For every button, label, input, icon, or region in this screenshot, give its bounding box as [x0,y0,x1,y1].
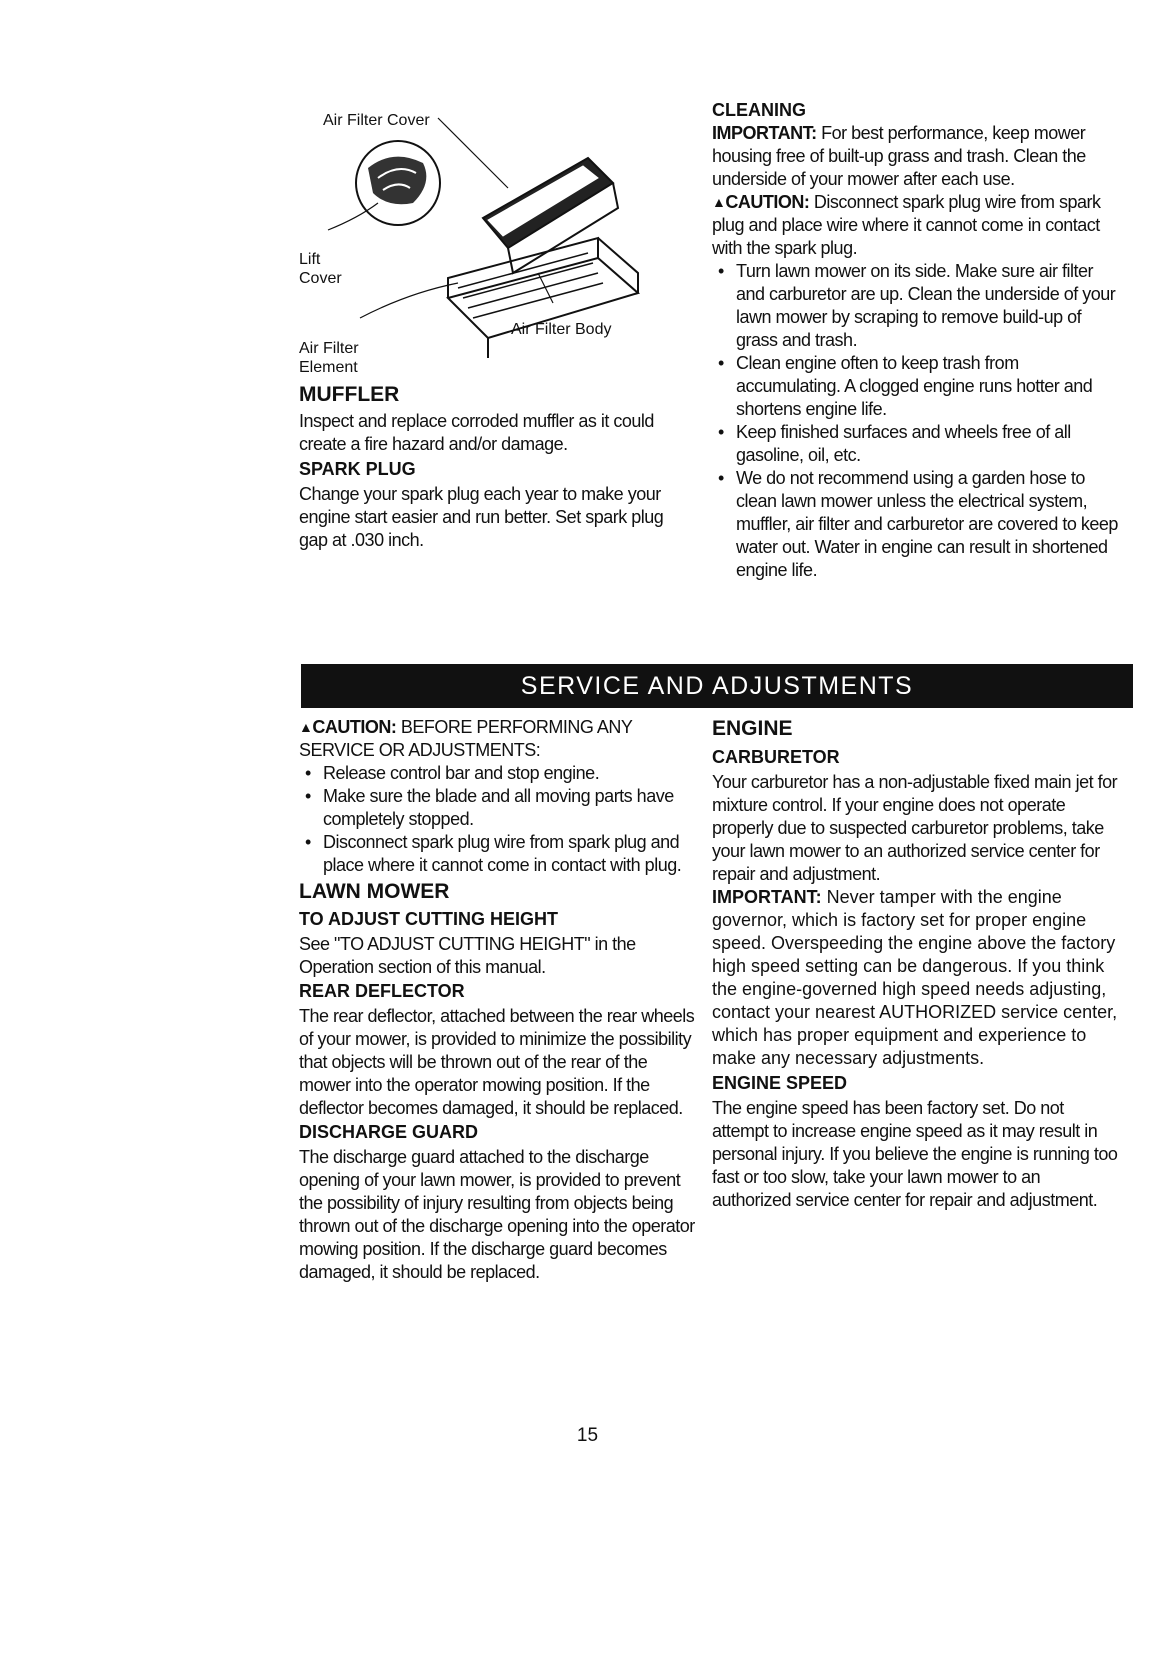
label-air-filter-body-text: Air Filter Body [511,321,612,338]
list-item: • Make sure the blade and all moving parts have completely stopped. [299,785,699,831]
engine-important-label: IMPORTANT: [712,887,822,907]
list-item: • Turn lawn mower on its side. Make sure air filter and carburetor are up. Clean the underside of your lawn mower by scraping to remove build-up of grass and trash. [712,260,1122,352]
label-air-filter-element [299,320,359,377]
label-air-filter-cover [323,111,430,130]
engine-heading: ENGINE [712,717,793,740]
engine-speed-heading: ENGINE SPEED [712,1073,848,1093]
label-lift-cover [299,231,342,288]
list-item: • Clean engine often to keep trash from accumulating. A clogged engine runs hotter and shortens engine life. [712,352,1122,421]
engine-speed-text: The engine speed has been factory set. Do not attempt to increase engine speed as it may result in personal injury. If you believe the engine is running too fast or too slow, take your lawn mower to an authorized service center for repair and adjustment. [712,1098,1118,1210]
service-bullet-list [299,762,699,877]
label-air-filter-body [511,320,611,339]
list-item: • Keep finished surfaces and wheels free of all gasoline, oil, etc. [712,421,1122,467]
service-caution-text: BEFORE PERFORMING ANY SERVICE OR ADJUSTMENTS: [299,717,633,760]
top-left-column [299,382,679,552]
service-caution [299,716,699,762]
bottom-right-column [712,716,1122,1212]
engine-important-text: Never tamper with the engine governor, which is factory set for proper engine speed. Overspeeding the engine above the factory high speed setting can be dangerous. If you think the engine-governed high speed needs adjusting, contact your nearest AUTHORIZED service center, which has proper equipment and experience to make any necessary adjustments. [712,887,1118,1068]
spark-plug-heading: SPARK PLUG [299,459,416,479]
page-number: 15 [576,1425,599,1446]
list-item: • Release control bar and stop engine. [299,762,699,785]
caution-triangle-icon: ▲ [299,719,313,735]
list-item: • We do not recommend using a garden hose to clean lawn mower unless the electrical system, muffler, air filter and carburetor are covered to keep water out. Water in engine can result in shortened engine life. [712,467,1122,582]
label-air-filter-element-text: Air Filter Element [299,340,359,376]
cutting-height-text: See "TO ADJUST CUTTING HEIGHT" in the Operation section of this manual. [299,934,636,977]
carburetor-heading: CARBURETOR [712,747,840,767]
engine-important [712,886,1122,1070]
cutting-height-heading: TO ADJUST CUTTING HEIGHT [299,909,559,929]
label-lift-cover-text: Lift Cover [299,251,342,287]
cleaning-important-label: IMPORTANT: [712,123,817,143]
label-air-filter-cover-text: Air Filter Cover [323,112,430,129]
muffler-heading: MUFFLER [299,383,400,406]
cleaning-caution-text: Disconnect spark plug wire from spark plug and place wire where it cannot come in contact with the spark plug. [712,192,1101,258]
spark-plug-text: Change your spark plug each year to make your engine start easier and run better. Set spark plug gap at .030 inch. [299,484,664,550]
rear-deflector-text: The rear deflector, attached between the rear wheels of your mower, is provided to minimize the possibility that objects will be thrown out of the rear of the mower into the operator mowing position. If the deflector becomes damaged, it should be replaced. [299,1006,695,1118]
service-caution-label: CAUTION: [312,717,397,737]
list-item: • Disconnect spark plug wire from spark plug and place where it cannot come in contact with plug. [299,831,699,877]
cleaning-heading: CLEANING [712,100,806,120]
cleaning-important [712,122,1122,191]
cleaning-bullet-list [712,260,1122,582]
rear-deflector-heading: REAR DEFLECTOR [299,981,465,1001]
discharge-guard-heading: DISCHARGE GUARD [299,1122,479,1142]
cleaning-caution [712,191,1122,260]
caution-triangle-icon: ▲ [712,194,726,210]
cleaning-important-text: For best performance, keep mower housing free of built-up grass and trash. Clean the underside of your mower after each use. [712,123,1086,189]
section-banner [301,664,1133,708]
cleaning-caution-label: CAUTION: [725,192,810,212]
lawn-mower-heading: LAWN MOWER [299,880,450,903]
muffler-text: Inspect and replace corroded muffler as it could create a fire hazard and/or damage. [299,411,654,454]
bottom-left-column [299,716,699,1284]
carburetor-text: Your carburetor has a non-adjustable fixed main jet for mixture control. If your engine does not operate properly due to suspected carburetor problems, take your lawn mower to an authorized service center for repair and adjustment. [712,772,1118,884]
discharge-guard-text: The discharge guard attached to the discharge opening of your lawn mower, is provided to prevent the possibility of injury resulting from objects being thrown out of the discharge opening into the operator mowing position. If the discharge guard becomes damaged, it should be replaced. [299,1147,695,1282]
banner-title: SERVICE AND ADJUSTMENTS [520,671,914,700]
cleaning-section [712,99,1122,582]
